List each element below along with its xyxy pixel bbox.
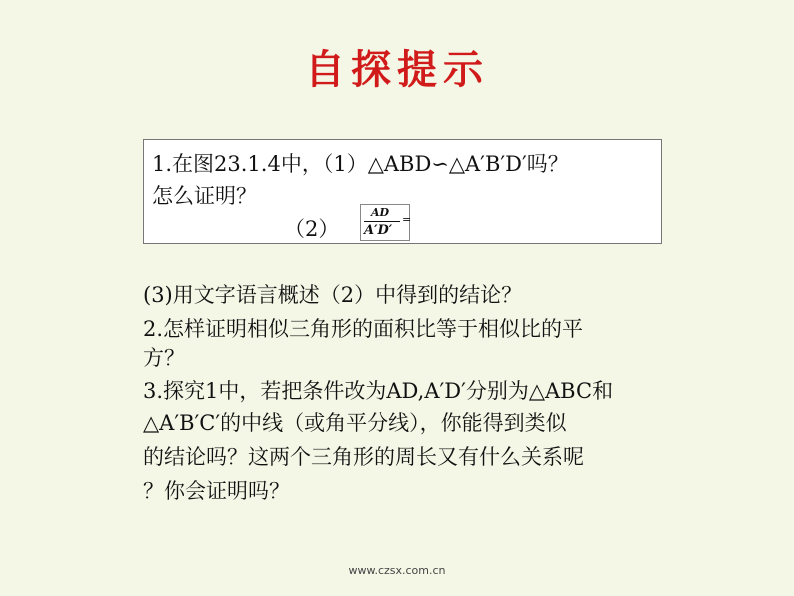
question-line: (3)用文字语言概述（2）中得到的结论？ bbox=[143, 283, 523, 307]
footer-url: www.czsx.com.cn bbox=[348, 564, 446, 577]
prompt-box bbox=[143, 139, 662, 244]
prompt-line-3: （2） bbox=[284, 217, 340, 241]
question-line: △A′B′C′的中线（或角平分线），你能得到类似 bbox=[143, 411, 567, 435]
question-line: 的结论吗？这两个三角形的周长又有什么关系呢 bbox=[143, 445, 584, 469]
fraction-bar bbox=[364, 221, 400, 222]
fraction-numerator: AD bbox=[371, 206, 390, 219]
fraction-denominator: A′D′ bbox=[364, 223, 393, 238]
question-line: 2.怎样证明相似三角形的面积比等于相似比的平 bbox=[143, 317, 584, 341]
ratio-fraction bbox=[360, 204, 410, 241]
question-line: 3.探究1中，若把条件改为AD,A′D′分别为△ABC和 bbox=[143, 379, 614, 403]
slide-title: 自探提示 bbox=[305, 47, 489, 93]
fraction-equals: = bbox=[402, 213, 412, 226]
question-line: ？你会证明吗？ bbox=[143, 479, 290, 503]
prompt-line-1: 1.在图23.1.4中，（1）△ABD∽△A′B′D′吗？ bbox=[152, 152, 569, 176]
prompt-line-2: 怎么证明？ bbox=[152, 184, 257, 208]
question-line: 方？ bbox=[143, 346, 185, 370]
